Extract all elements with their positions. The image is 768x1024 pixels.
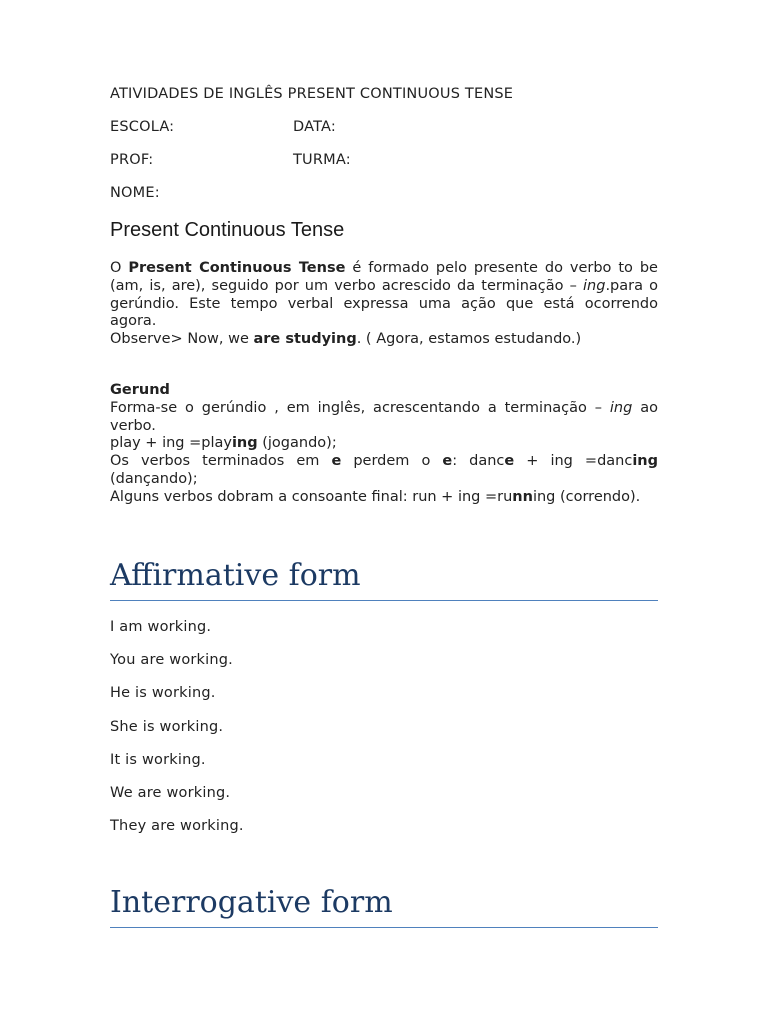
gerund-alguns-line: Alguns verbos dobram a consoante final: run + ing =running (correndo). <box>110 488 641 505</box>
interrogative-rule <box>110 927 658 928</box>
intro-term: Present Continuous Tense <box>128 260 346 276</box>
observe-bold: are studying <box>253 331 357 348</box>
turma-label: TURMA: <box>293 152 351 168</box>
escola-label: ESCOLA: <box>110 119 175 135</box>
example-line: I am working. <box>110 619 212 635</box>
gerund-play-line: play + ing =playing (jogando); <box>110 435 337 452</box>
worksheet-title: ATIVIDADES DE INGLÊS PRESENT CONTINUOUS TENSE <box>110 86 514 102</box>
gerund-block <box>110 382 658 507</box>
affirmative-rule <box>110 600 658 601</box>
gerund-title: Gerund <box>110 382 170 398</box>
data-label: DATA: <box>293 119 336 135</box>
example-line: You are working. <box>110 652 233 668</box>
example-line: It is working. <box>110 752 206 768</box>
gerund-line-1: Forma-se o gerúndio , em inglês, acrescentando a terminação – ing ao verbo. <box>110 399 658 434</box>
observe-line: Observe> Now, we are studying. ( Agora, estamos estudando.) <box>110 331 582 348</box>
example-line: She is working. <box>110 719 224 735</box>
nome-label: NOME: <box>110 185 160 201</box>
intro-text: O Present Continuous Tense é formado pelo presente do verbo to be (am, is, are), seguido por um verbo acrescido da terminação – ing.para o gerúndio. Este tempo verbal expressa uma ação que está ocorrendo agora. <box>110 260 658 330</box>
intro-paragraph <box>110 260 658 349</box>
prof-label: PROF: <box>110 152 154 168</box>
example-line: He is working. <box>110 685 216 701</box>
gerund-os-line: Os verbos terminados em e perdem o e: dance + ing =dancing (dançando); <box>110 453 659 487</box>
affirmative-heading: Affirmative form <box>110 558 361 593</box>
interrogative-heading: Interrogative form <box>110 885 393 920</box>
prof-row <box>110 152 351 168</box>
escola-row <box>110 119 336 135</box>
section-title: Present Continuous Tense <box>110 219 345 241</box>
example-line: We are working. <box>110 785 231 801</box>
intro-ing: ing <box>583 277 606 294</box>
example-line: They are working. <box>110 818 244 834</box>
